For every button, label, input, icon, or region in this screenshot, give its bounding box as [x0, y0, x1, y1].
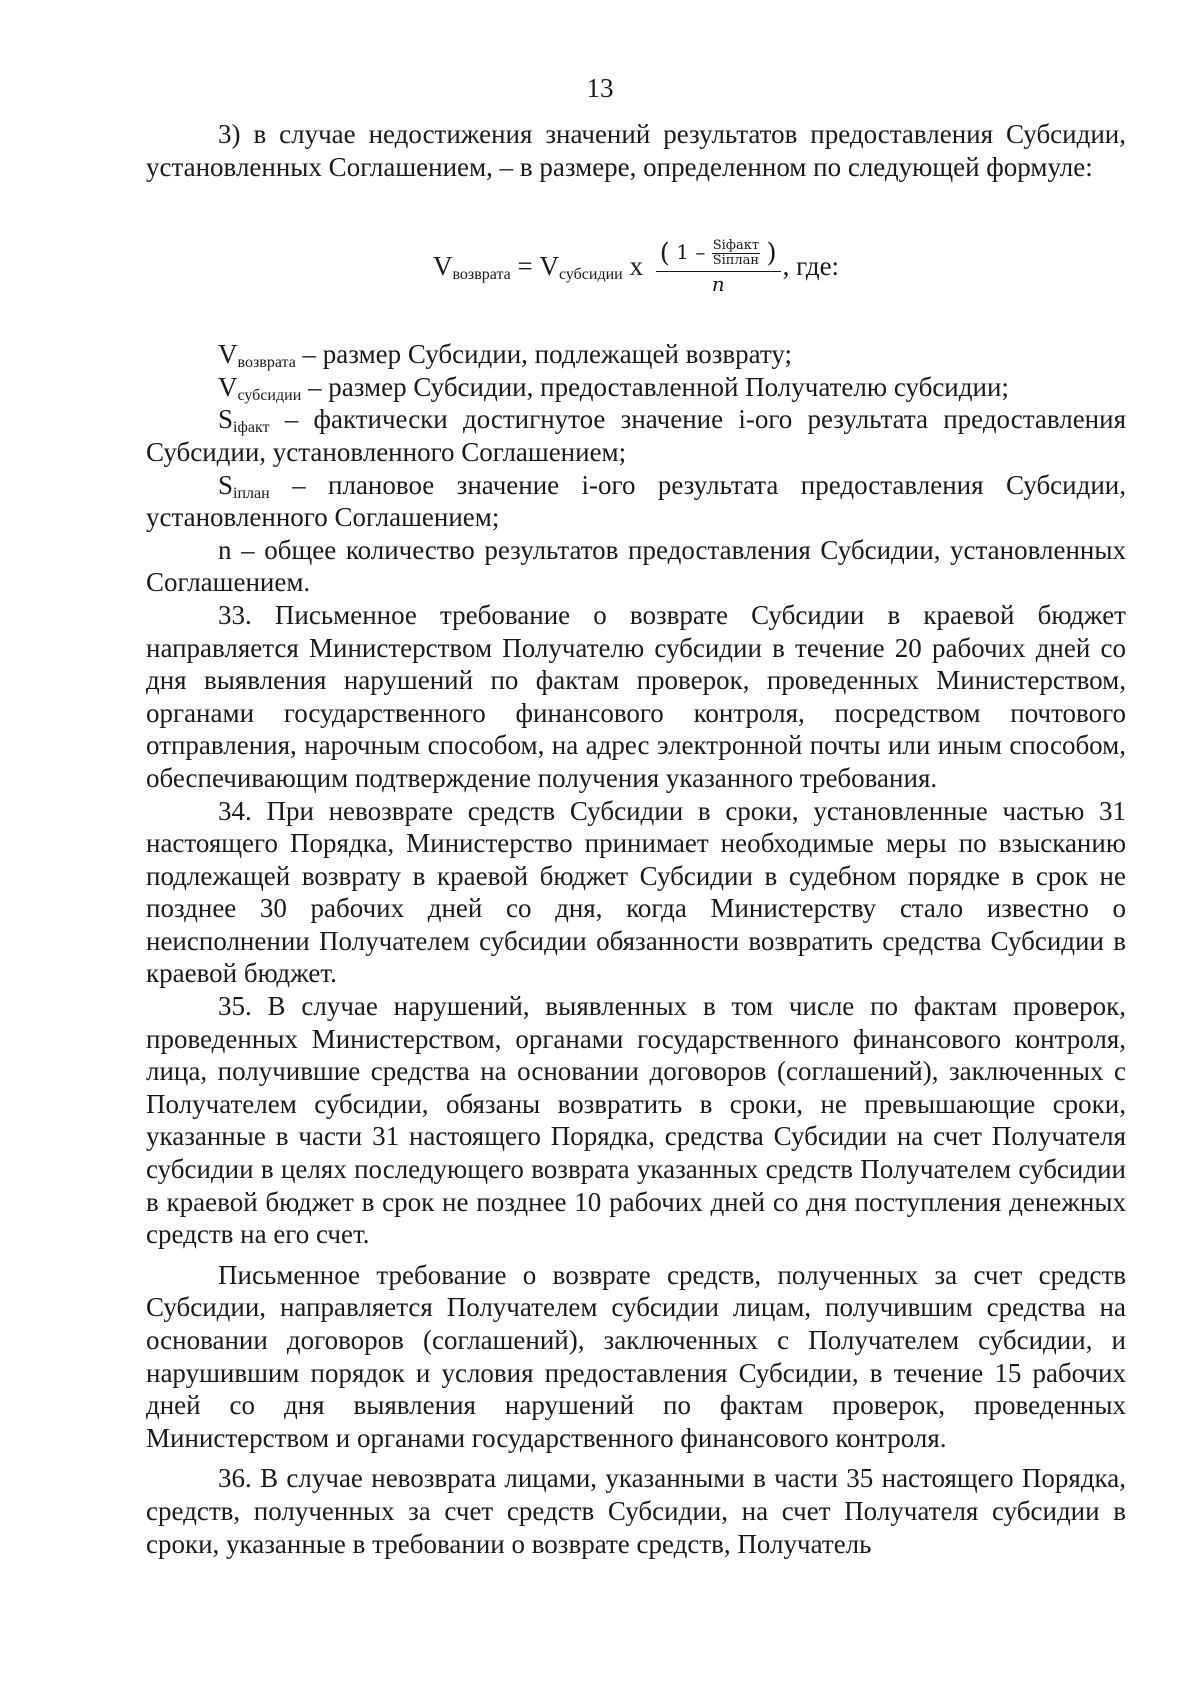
definition-n: n – общее количество результатов предоставления Субсидии, установленных Соглашением. — [146, 534, 1126, 598]
definition-s-fact: $S_{iфакт}$ – фактически достигнутое значение i-ого результата предоставления Субсидии, установленного Соглашением; — [146, 404, 1126, 467]
formula-v-subsidy: $V_{субсидии}$ — [539, 251, 623, 284]
definition-s-plan: $S_{iплан}$ – плановое значение i-ого результата предоставления Субсидии, установленного Соглашением; — [146, 469, 1126, 533]
formula-v-return: $V_{возврата}$ — [432, 251, 511, 284]
page-number: 13 — [586, 73, 614, 103]
formula-inner-denominator: Siплан — [712, 253, 760, 269]
formula-inner-fraction — [712, 239, 760, 268]
formula-equals: = — [517, 251, 533, 282]
formula-denominator: n — [711, 272, 725, 297]
formula-trailer: , где: — [782, 251, 840, 282]
formula-inner-numerator: Siфакт — [712, 238, 760, 254]
paragraph-33: 33. Письменное требование о возврате Субсидии в краевой бюджет направляется Министерством Получателю субсидии в течение 20 рабочих дней со дня выявления нарушений по фактам проверок, проведенных Министерством, органами государственного финансового контроля, посредством почтового отправления, нарочным способом, на адрес электронной почты или иным способом, обеспечивающим подтверждение получения указанного требования. — [146, 599, 1126, 793]
paragraph-35-continuation: Письменное требование о возврате средств, полученных за счет средств Субсидии, направляется Получателем субсидии лицам, получившим средства на основании договоров (соглашений), заключенных с Получателем субсидии, и нарушившим порядок и условия предоставления Субсидии, в течение 15 рабочих дней со дня выявления нарушений по фактам проверок, проведенных Министерством и органами государственного финансового контроля. — [146, 1259, 1126, 1453]
document-body — [146, 118, 1126, 1560]
paragraph-35: 35. В случае нарушений, выявленных в том числе по фактам проверок, проведенных Министерством, органами государственного финансового контроля, лица, получившие средства на основании договоров (соглашений), заключенных с Получателем субсидии, обязаны возвратить в сроки, не превышающие сроки, указанные в части 31 настоящего Порядка, средства Субсидии на счет Получателя субсидии в целях последующего возврата указанных средств Получателем субсидии в краевой бюджет в срок не позднее 10 рабочих дней со дня поступления денежных средств на его счет. — [146, 991, 1126, 1250]
paragraph-intro: 3) в случае недостижения значений результатов предоставления Субсидии, установленных Соглашением, – в размере, определенном по следующей формуле: — [146, 119, 1126, 182]
formula-fraction — [656, 238, 781, 297]
definition-v-subsidy: $V_{субсидии}$ – размер Субсидии, предоставленной Получателю субсидии; — [218, 371, 1009, 404]
formula-numerator: ( 1 – $\frac{\text{Siфакт}}{\text{Siплан}}$ ) — [656, 239, 781, 272]
definition-v-return: $V_{возврата}$ – размер Субсидии, подлежащей возврату; — [218, 339, 793, 372]
formula-times: x — [629, 251, 643, 282]
paragraph-36: 36. В случае невозврата лицами, указанными в части 35 настоящего Порядка, средств, полученных за счет средств Субсидии, на счет Получателя субсидии в сроки, указанные в требовании о возврате средств, Получатель — [146, 1463, 1126, 1559]
paragraph-34: 34. При невозврате средств Субсидии в сроки, установленные частью 31 настоящего Порядка, Министерство принимает необходимые меры по взысканию подлежащей возврату в краевой бюджет Субсидии в судебном порядке в срок не позднее 30 рабочих дней со дня, когда Министерству стало известно о неисполнении Получателем субсидии обязанности возвратить средства Субсидии в краевой бюджет. — [146, 795, 1126, 989]
refund-formula — [146, 238, 1126, 297]
